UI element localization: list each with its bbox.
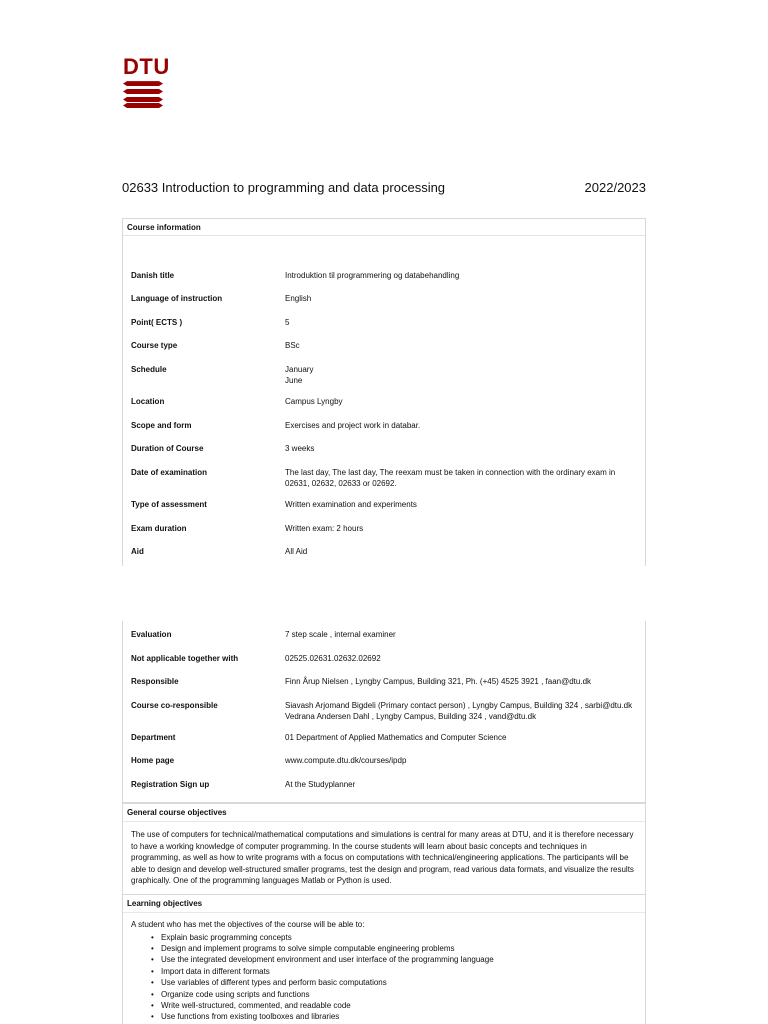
info-row-label: Department xyxy=(131,733,176,742)
info-row-label: Course co-responsible xyxy=(131,701,218,710)
info-row-value xyxy=(285,270,641,281)
info-row-value-line: Siavash Arjomand Bigdeli (Primary contact person) , Lyngby Campus, Building 324 , sarbi@dtu.dk xyxy=(285,701,633,710)
learning-objectives-intro: A student who has met the objectives of the course will be able to: xyxy=(131,920,365,929)
info-row-value xyxy=(285,467,641,489)
info-row-value-line: Campus Lyngby xyxy=(285,397,343,406)
info-row-value-line: BSc xyxy=(285,341,300,350)
learning-objectives-section xyxy=(122,894,646,1024)
learning-objective-item: • Explain basic programming concepts xyxy=(131,932,637,943)
info-row-value-line: 3 weeks xyxy=(285,444,315,453)
info-row-value xyxy=(285,676,641,687)
info-row-value xyxy=(285,443,641,454)
info-row-label: Danish title xyxy=(131,271,175,280)
learning-objective-item: • Design and implement programs to solve simple computable engineering problems xyxy=(131,943,637,954)
info-row-value xyxy=(285,317,641,328)
info-row-value xyxy=(285,629,641,640)
info-row-label: Evaluation xyxy=(131,630,172,639)
info-row-value-line: Introduktion til programmering og databehandling xyxy=(285,271,460,280)
learning-objective-item: • Use the integrated development environment and user interface of the programming language xyxy=(131,954,637,965)
info-row-value xyxy=(285,700,641,722)
info-row-value-line: The last day, The last day, The reexam must be taken in connection with the ordinary exam in 02631, 02632, 02633 or 02692. xyxy=(285,468,616,488)
info-row-label: Duration of Course xyxy=(131,444,204,453)
info-row-value-line: January xyxy=(285,365,314,374)
learning-objective-item: • Use variables of different types and perform basic computations xyxy=(131,977,637,988)
info-row-value-line: 01 Department of Applied Mathematics and Computer Science xyxy=(285,733,507,742)
info-row-label: Date of examination xyxy=(131,468,208,477)
info-row-label: Schedule xyxy=(131,365,167,374)
info-row-label: Not applicable together with xyxy=(131,654,239,663)
general-objectives-section xyxy=(122,803,646,896)
info-row-label: Course type xyxy=(131,341,178,350)
info-row-value xyxy=(285,420,641,431)
info-row-label: Location xyxy=(131,397,165,406)
info-row-value-line: www.compute.dtu.dk/courses/ipdp xyxy=(285,756,407,765)
info-row-value-line: Vedrana Andersen Dahl , Lyngby Campus, Building 324 , vand@dtu.dk xyxy=(285,712,537,721)
info-row-value-line: Finn Årup Nielsen , Lyngby Campus, Building 321, Ph. (+45) 4525 3921 , faan@dtu.dk xyxy=(285,677,592,686)
info-row-value-line: Exercises and project work in databar. xyxy=(285,421,421,430)
info-row-value-line: English xyxy=(285,294,312,303)
info-row-value-line: All Aid xyxy=(285,547,308,556)
info-row-value xyxy=(285,732,641,743)
info-row-value xyxy=(285,523,641,534)
learning-objectives-list xyxy=(131,932,637,1023)
info-row-value xyxy=(285,396,641,407)
course-information-box xyxy=(122,218,646,566)
info-row-value-line: Written examination and experiments xyxy=(285,500,417,509)
course-information-box-continued xyxy=(122,621,646,803)
learning-objectives-header: Learning objectives xyxy=(123,894,645,913)
course-information-header: Course information xyxy=(123,219,645,236)
info-row-label: Point( ECTS ) xyxy=(131,318,183,327)
dtu-logo xyxy=(123,54,170,112)
info-row-value-line: 7 step scale , internal examiner xyxy=(285,630,396,639)
info-row-value xyxy=(285,653,641,664)
course-year: 2022/2023 xyxy=(584,180,646,195)
info-row-value xyxy=(285,779,641,790)
dtu-logo-mark-icon xyxy=(123,80,163,108)
info-row-value xyxy=(285,755,641,766)
learning-objective-item: • Organize code using scripts and functions xyxy=(131,989,637,1000)
info-row-value-line: At the Studyplanner xyxy=(285,780,356,789)
info-row-value xyxy=(285,340,641,351)
info-row-value xyxy=(285,499,641,510)
logo-text: DTU xyxy=(123,54,170,79)
info-row-value-line: Written exam: 2 hours xyxy=(285,524,364,533)
info-row-label: Language of instruction xyxy=(131,294,223,303)
info-row-value-line: 5 xyxy=(285,318,290,327)
info-row-label: Exam duration xyxy=(131,524,187,533)
general-objectives-text: The use of computers for technical/mathematical computations and simulations is central for many areas at DTU, and it is therefore necessary to have a working knowledge of computer programming. In the course students will learn about basic concepts and techniques in programming, as well as how to write programs with a focus on computations with technical/engineering applications. The participants will be able to design and develop well-structured smaller programs, test the design and program, read various data formats, and visualize the results graphically. One of the programming languages Matlab or Python is used. xyxy=(131,830,634,885)
info-row-value-line: June xyxy=(285,376,303,385)
general-objectives-header: General course objectives xyxy=(123,803,645,822)
learning-objective-item: • Write well-structured, commented, and readable code xyxy=(131,1000,637,1011)
info-row-label: Responsible xyxy=(131,677,179,686)
course-title: 02633 Introduction to programming and data processing xyxy=(122,180,446,195)
info-row-label: Aid xyxy=(131,547,144,556)
learning-objective-item: • Use functions from existing toolboxes and libraries xyxy=(131,1011,637,1022)
info-row-value-line: 02525.02631.02632.02692 xyxy=(285,654,381,663)
info-row-value xyxy=(285,293,641,304)
info-row-label: Type of assessment xyxy=(131,500,207,509)
info-row-value xyxy=(285,546,641,557)
info-row-label: Registration Sign up xyxy=(131,780,210,789)
learning-objective-item: • Import data in different formats xyxy=(131,966,637,977)
info-row-label: Scope and form xyxy=(131,421,192,430)
info-row-value xyxy=(285,364,641,386)
info-row-label: Home page xyxy=(131,756,175,765)
